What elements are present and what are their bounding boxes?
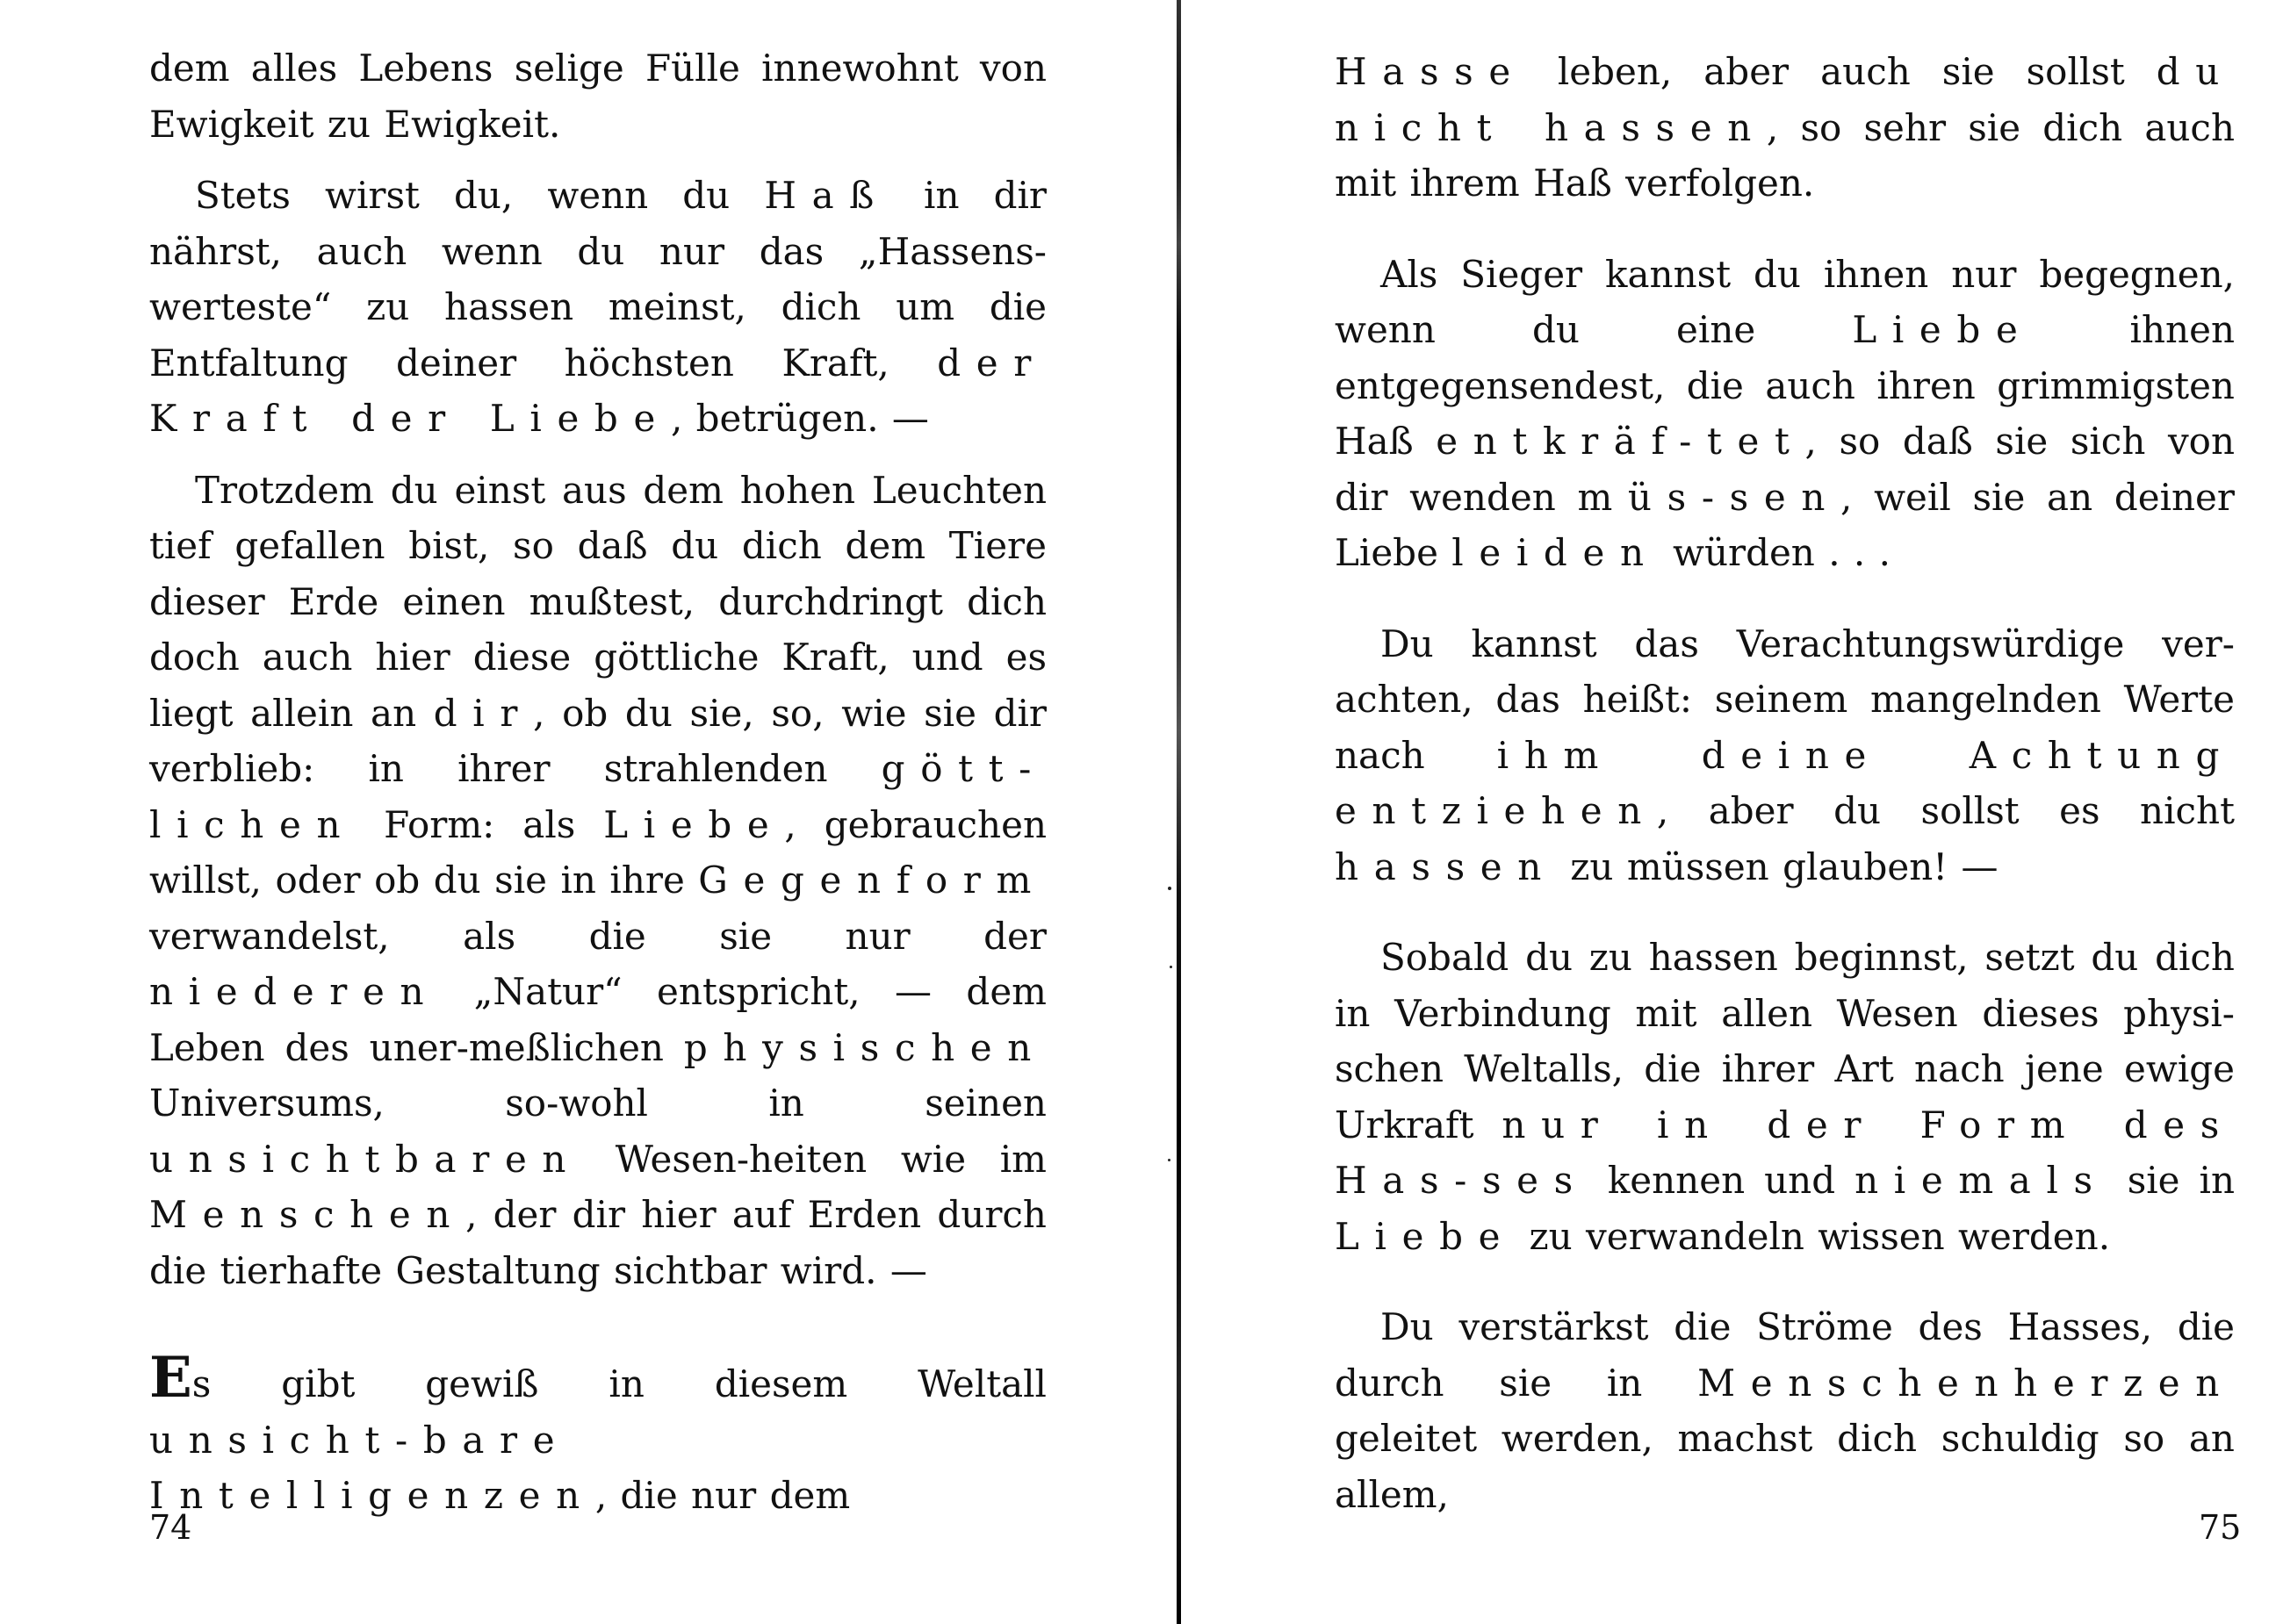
spaced-emphasis: du nicht hassen [1335,50,2235,149]
paragraph: Sobald du zu hassen beginnst, setzt du dich in Verbindung mit allen Wesen dieses physi-schen Weltalls, die ihrer Art nach jene ewige Urkraft nur in der Form des Has-ses kennen und niemals sie in Liebe zu verwandeln wissen werden. [1335,936,2235,1258]
spaced-emphasis: niemals [1854,1159,2108,1202]
paragraph: Es gibt gewiß in diesem Weltall unsicht-bare Intelligenzen, die nur dem [149,1345,1047,1517]
paragraph: Stets wirst du, wenn du Haß in dir nährst, auch wenn du nur das „Hassens-werteste“ zu hassen meinst, dich um die Entfaltung deiner höchsten Kraft, der Kraft der Liebe, betrügen. — [149,174,1047,440]
paragraph: Trotzdem du einst aus dem hohen Leuchten tief gefallen bist, so daß du dich dem Tiere dieser Erde einen mußtest, durchdringt dich doch auch hier diese göttliche Kraft, und es liegt allein an dir, ob du sie, so, wie sie dir verblieb: in ihrer strahlenden gött-lichen Form: als Liebe, gebrauchen willst, oder ob du sie in ihre Gegenform verwandelst, als die sie nur der niederen „Natur“ entspricht, — dem Leben des uner-meßlichen physischen Universums, so-wohl in seinen unsichtbaren Wesen-heiten wie im Menschen, der dir hier auf Erden durch die tierhafte Gestaltung sichtbar wird. — [149,468,1047,1292]
spaced-emphasis: Menschen [149,1193,466,1236]
paragraph: Hasse leben, aber auch sie sollst du nicht hassen, so sehr sie dich auch mit ihrem Haß verfolgen. [1335,50,2236,205]
spaced-emphasis: Liebe [1852,308,2034,351]
paragraph: Du verstärkst die Ströme des Hasses, die durch sie in Menschenherzen geleitet werden, machst dich schuldig so an allem, [1335,1305,2235,1516]
spaced-emphasis: gött-lichen [149,747,1047,846]
spaced-emphasis: Haß [764,174,889,217]
spaced-emphasis: Menschenherzen [1697,1361,2235,1405]
spaced-emphasis: hassen [1335,844,1557,888]
spaced-emphasis: Gegenform [698,859,1047,902]
drop-cap: E [149,1345,192,1411]
page-number: 74 [149,1508,192,1547]
page-number: 75 [2199,1508,2242,1547]
spaced-emphasis: Hasse [1335,50,1526,93]
spaced-emphasis: Liebe [1335,1214,1516,1258]
paragraph: Als Sieger kannst du ihnen nur begegnen, wenn du eine Liebe ihnen entgegensendest, die auch ihren grimmigsten Haß entkräf-tet, so daß sie sich von dir wenden müs-sen, weil sie an deiner Liebe leiden würden . . . [1335,252,2236,574]
spaced-emphasis: niederen [149,970,440,1013]
spaced-emphasis: physischen [683,1025,1047,1069]
spaced-emphasis: der Kraft der Liebe [149,341,1047,440]
spaced-emphasis: nur in der Form des Has-ses [1335,1103,2235,1202]
spaced-emphasis: Liebe [603,802,785,846]
right-text-block [1335,44,2235,1557]
paragraph: Du kannst das Verachtungswürdige ver-achten, das heißt: seinem mangelnden Werte nach ihm deine Achtung entziehen, aber du sollst es nicht hassen zu müssen glauben! — [1335,622,2235,888]
spaced-emphasis: dir [433,691,534,735]
paragraph: dem alles Lebens selige Fülle innewohnt von Ewigkeit zu Ewigkeit. [149,47,1047,146]
right-page [1168,0,2283,1624]
spaced-emphasis: leiden [1451,531,1660,574]
spaced-emphasis: unsichtbaren [149,1137,582,1181]
left-text-block [149,40,1047,1540]
spaced-emphasis: müs-sen [1577,475,1841,519]
spaced-emphasis: unsicht-bare Intelligenzen [149,1418,595,1517]
spaced-emphasis: ihm deine Achtung entziehen [1335,733,2235,832]
spaced-emphasis: entkräf-tet [1436,420,1805,463]
